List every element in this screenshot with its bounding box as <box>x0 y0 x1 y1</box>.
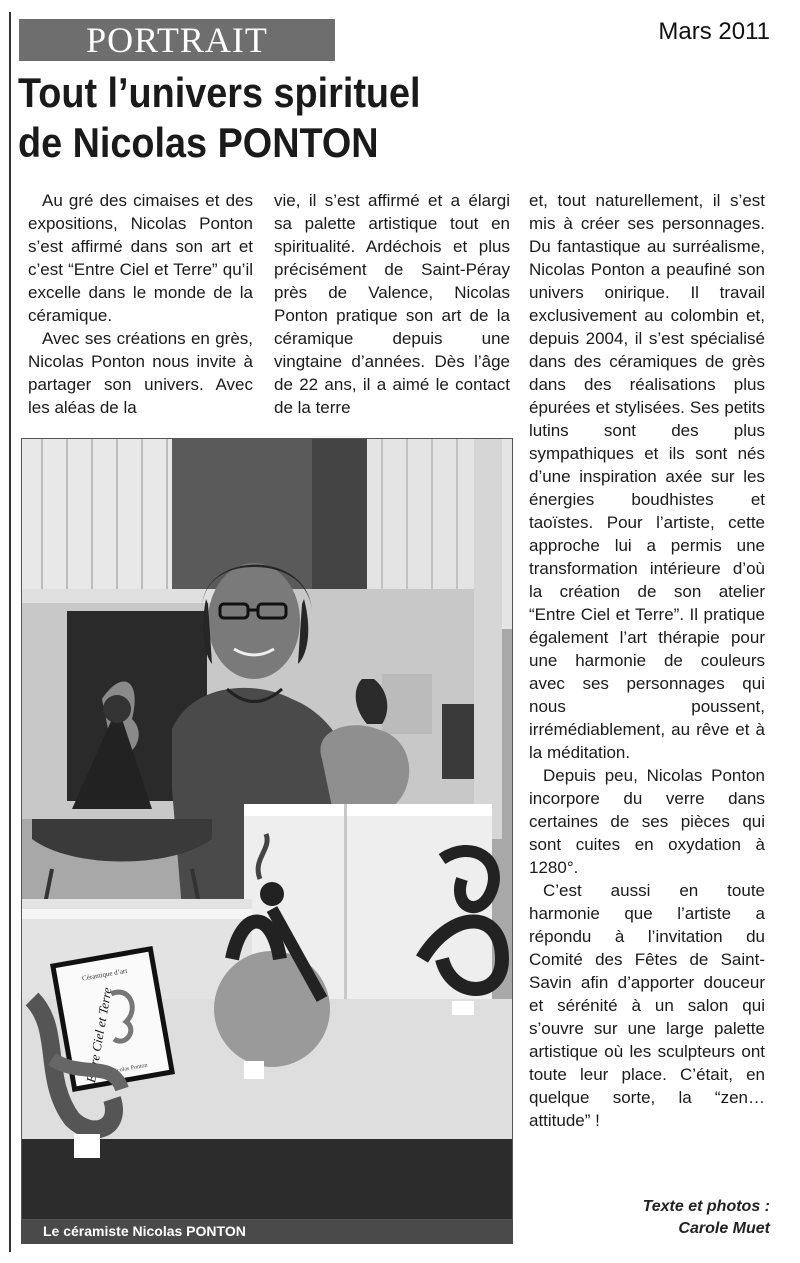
left-margin-rule <box>9 12 11 1252</box>
headline-line-2: de Nicolas PONTON <box>18 119 379 166</box>
credit-author: Carole Muet <box>678 1220 770 1237</box>
paragraph: Avec ses créations en grès, Nicolas Ponton nous invite à partager son univers. Avec les aléas de la <box>28 329 253 417</box>
poster-small-text: Céramique d’art <box>81 966 128 983</box>
credit-label: Texte et photos : <box>642 1198 770 1215</box>
artist-photo <box>21 438 513 1220</box>
photo-caption-bar <box>21 1220 513 1244</box>
paragraph: Depuis peu, Nicolas Ponton incorpore du verre dans certaines de ses pièces qui sont cuites en oxydation à 1280°. <box>529 766 765 877</box>
issue-date: Mars 2011 <box>658 18 770 45</box>
article-column-2 <box>274 189 510 419</box>
paragraph: vie, il s’est affirmé et a élargi sa palette artistique tout en spiritualité. Ardéchois et plus précisément de Saint-Péray près de Valence, Nicolas Ponton pratique son art de la céramique depuis une vingtaine d’années. Dès l’âge de 22 ans, il a aimé le contact de la terre <box>274 191 510 417</box>
poster-name: Nicolas Ponton <box>110 1062 149 1075</box>
paragraph: et, tout naturellement, il s’est mis à créer ses personnages. Du fantastique au surréalisme, Nicolas Ponton a peaufiné son univers onirique. Il travail exclusivement au colombin et, depuis 2004, il s’est spécialisé dans des céramiques de grès dans des réalisations plus épurées et stylisées. Ses petits lutins sont des plus sympathiques et ils sont nés d’une inspiration axée sur les énergies boudhistes et taoïstes. Pour l’artiste, cette approche lui a permis une transformation intérieure d’où la création de son atelier “Entre Ciel et Terre”. Il pratique également l’art thérapie pour une harmonie de couleurs avec ses personnages qui nous poussent, irrémédiablement, au rêve et à la méditation. <box>529 191 765 762</box>
article-column-3 <box>529 189 765 1132</box>
article-column-1 <box>28 189 253 419</box>
paragraph: Au gré des cimaises et des expositions, Nicolas Ponton s’est affirmé dans son art et c’est “Entre Ciel et Terre” qu’il excelle dans le monde de la céramique. <box>28 191 253 325</box>
headline-line-1: Tout l’univers spirituel <box>18 69 421 116</box>
article-headline <box>18 68 522 168</box>
poster-title: Entre Ciel et Terre <box>83 986 115 1084</box>
section-rubric <box>19 19 335 61</box>
paragraph: C’est aussi en toute harmonie que l’artiste a répondu à l’invitation du Comité des Fêtes de Saint-Savin afin d’apporter douceur et sérénité à un salon qui s’ouvre sur une large palette artistique où les sculpteurs ont toute leur place. C’était, en quelque sorte, la “zen… attitude” ! <box>529 881 765 1130</box>
author-credit <box>643 1196 770 1240</box>
photo-caption: Le céramiste Nicolas PONTON <box>43 1223 246 1239</box>
rubric-label: PORTRAIT <box>86 20 268 60</box>
